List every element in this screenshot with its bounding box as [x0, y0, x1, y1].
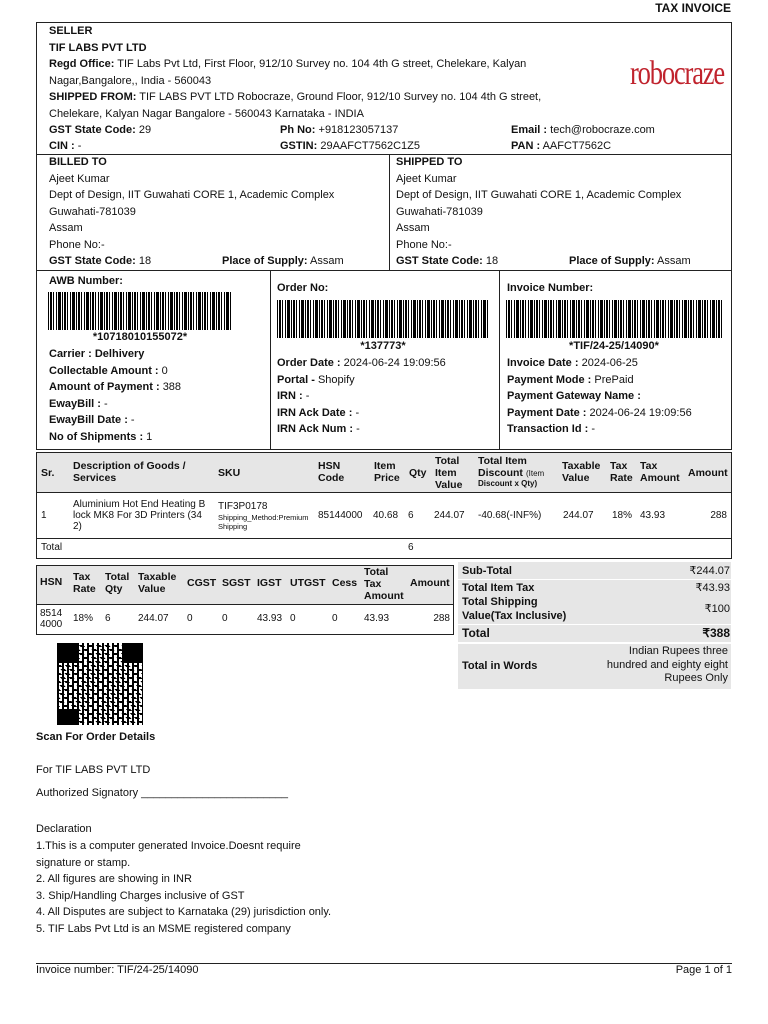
tax-col-qty: Total Qty	[105, 571, 130, 595]
billed-to-block	[49, 154, 334, 253]
gstin-value: 29AAFCT7562C1Z5	[320, 140, 421, 152]
awb-label: AWB Number:	[49, 275, 123, 287]
row-sku: TIF3P0178	[218, 501, 268, 512]
order-barcode	[277, 300, 489, 338]
regd-office-line2: Nagar,Bangalore,, India - 560043	[49, 74, 212, 87]
payment-mode-label: Payment Mode :	[507, 373, 592, 386]
shipped-to-block	[396, 154, 681, 253]
words-line-2: hundred and eighty eight	[606, 658, 728, 671]
collectable-value: 0	[161, 364, 168, 377]
tax-col-cgst: CGST	[187, 577, 217, 589]
divider	[36, 604, 454, 605]
divider	[36, 270, 732, 271]
tax-col-taxable: Taxable Value	[138, 571, 177, 595]
row-hsn: 85144000	[318, 510, 363, 521]
declaration-title: Declaration	[36, 823, 92, 835]
col-sr: Sr.	[41, 467, 55, 479]
ewaybill-date-value: -	[130, 414, 135, 426]
invoice-barcode	[506, 300, 722, 338]
shipped-from-line2: Chelekare, Kalyan Nagar Bangalore - 560043 Karnataka - INDIA	[49, 107, 364, 120]
shipped-gst-value: 18	[485, 255, 499, 267]
row-tax-amount: 43.93	[640, 510, 666, 521]
items-total-label: Total	[41, 542, 63, 553]
billed-to-address: Dept of Design, IIT Guwahati CORE 1, Academic Complex	[49, 189, 335, 201]
shipped-to-phone: Phone No:-	[396, 238, 452, 251]
grand-total-label: Total	[462, 626, 490, 640]
irn-ack-date-label: IRN Ack Date :	[277, 406, 353, 419]
tax-col-hsn: HSN	[40, 576, 63, 588]
divider	[270, 270, 271, 450]
billed-pos-value: Assam	[310, 255, 344, 267]
tax-row-amount: 288	[433, 613, 450, 624]
row-price: 40.68	[373, 510, 399, 521]
billed-to-heading: BILLED TO	[49, 156, 107, 168]
col-amount: Amount	[688, 467, 728, 479]
tax-col-amount: Amount	[410, 577, 450, 589]
regd-office-label: Regd Office:	[49, 58, 115, 70]
tax-row-taxable: 244.07	[138, 613, 169, 624]
awb-barcode	[48, 292, 232, 330]
col-price: Item Price	[374, 460, 400, 484]
tax-col-utgst: UTGST	[290, 577, 326, 589]
order-qr-code	[57, 643, 143, 725]
carrier-label: Carrier :	[49, 348, 92, 360]
regd-office-line1: TIF Labs Pvt Ltd, First Floor, 912/10 Survey no. 104 4th G street, Chelekare, Kalyan	[117, 58, 527, 70]
ewaybill-value: -	[104, 397, 108, 410]
seller-gst-label: GST State Code:	[49, 124, 136, 136]
seller-heading: SELLER	[49, 25, 93, 37]
tax-col-igst: IGST	[257, 577, 282, 589]
tax-row-hsn: 8514 4000	[40, 608, 63, 630]
shipped-to-name: Ajeet Kumar	[396, 172, 457, 185]
tax-col-total-tax: Total Tax Amount	[364, 566, 404, 602]
declaration-item: 4. All Disputes are subject to Karnataka (29) jurisdiction only.	[36, 906, 332, 918]
awb-value: *10718010155072*	[92, 331, 188, 343]
billed-to-city: Guwahati-781039	[49, 205, 136, 218]
shipments-label: No of Shipments :	[49, 430, 144, 443]
shipping-label-2: Value(Tax Inclusive)	[462, 610, 567, 622]
tax-row-cess: 0	[332, 613, 338, 624]
page-title: TAX INVOICE	[655, 1, 731, 15]
shipping-value: ₹100	[704, 603, 730, 615]
row-discount: -40.68(-INF%)	[478, 510, 542, 521]
gateway-label: Payment Gateway Name :	[507, 390, 641, 402]
billed-gst-label: GST State Code:	[49, 255, 136, 267]
col-taxable: Taxable Value	[562, 460, 601, 484]
row-sr: 1	[41, 510, 47, 521]
declaration-item: signature or stamp.	[36, 856, 131, 869]
item-tax-label: Total Item Tax	[462, 582, 535, 594]
total-in-words	[580, 645, 728, 686]
phone-value: +918123057137	[318, 124, 399, 136]
ewaybill-date-label: EwayBill Date :	[49, 414, 128, 426]
pan-value: AAFCT7562C	[542, 140, 612, 152]
tax-row-igst: 43.93	[257, 613, 283, 624]
transaction-label: Transaction Id :	[507, 423, 589, 435]
declaration-list	[36, 838, 331, 937]
tax-row-total-tax: 43.93	[364, 613, 390, 624]
order-date-label: Order Date :	[277, 357, 341, 369]
pan-label: PAN :	[511, 140, 541, 152]
transaction-value: -	[591, 423, 596, 435]
divider	[389, 154, 390, 270]
payment-amount-label: Amount of Payment :	[49, 381, 160, 393]
invoice-value: *TIF/24-25/14090*	[569, 340, 659, 352]
row-total-item-value: 244.07	[434, 510, 465, 521]
invoice-details	[507, 355, 692, 438]
gstin-label: GSTIN:	[280, 140, 318, 152]
billed-to-name: Ajeet Kumar	[49, 172, 110, 185]
email-label: Email :	[511, 124, 548, 136]
page-number: Page 1 of 1	[675, 964, 732, 976]
email-value: tech@robocraze.com	[550, 124, 655, 136]
col-description: Description of Goods / Services	[73, 460, 186, 484]
footer-invoice-number: Invoice number: TIF/24-25/14090	[36, 964, 199, 976]
seller-block	[49, 23, 541, 122]
irn-ack-date-value: -	[355, 406, 360, 419]
for-company: For TIF LABS PVT LTD	[36, 764, 151, 776]
divider	[458, 642, 731, 644]
declaration-item: 2. All figures are showing in INR	[36, 873, 192, 885]
billed-pos-label: Place of Supply:	[222, 255, 308, 267]
tax-row-sgst: 0	[222, 613, 228, 624]
shipment-details	[49, 346, 181, 445]
payment-date-label: Payment Date :	[507, 406, 587, 419]
col-discount-sub-b: Discount x Qty)	[478, 479, 538, 488]
words-label: Total in Words	[462, 660, 538, 672]
row-tax-rate: 18%	[612, 510, 633, 521]
order-details	[277, 355, 446, 438]
declaration-item: 3. Ship/Handling Charges inclusive of GST	[36, 889, 245, 902]
invoice-date-value: 2024-06-25	[581, 357, 638, 369]
irn-ack-num-value: -	[356, 423, 360, 435]
cin-label: CIN :	[49, 140, 75, 152]
scan-label: Scan For Order Details	[36, 731, 156, 743]
shipping-label-1: Total Shipping	[462, 596, 538, 608]
items-total-qty: 6	[408, 542, 414, 553]
billed-to-phone: Phone No:-	[49, 238, 105, 251]
col-total-item-value: Total Item Value	[435, 455, 463, 491]
tax-col-rate: Tax Rate	[73, 571, 96, 595]
grand-total-value: ₹388	[702, 626, 730, 640]
portal-value: Shopify	[317, 373, 355, 386]
collectable-label: Collectable Amount :	[49, 364, 159, 377]
cin-value: -	[77, 140, 82, 152]
row-qty: 6	[408, 510, 414, 521]
shipped-from-label: SHIPPED FROM:	[49, 91, 137, 103]
order-date-value: 2024-06-24 19:09:56	[343, 357, 446, 369]
irn-value: -	[305, 390, 310, 402]
col-discount	[478, 455, 558, 488]
col-qty: Qty	[409, 467, 427, 479]
tax-col-sgst: SGST	[222, 577, 251, 589]
col-discount-title: Total Item Discount	[478, 455, 527, 479]
divider	[36, 538, 732, 539]
item-tax-value: ₹43.93	[695, 582, 730, 594]
payment-mode-value: PrePaid	[594, 373, 634, 386]
tax-row-qty: 6	[105, 613, 111, 624]
tax-col-cess: Cess	[332, 577, 358, 589]
words-line-3: Rupees Only	[664, 672, 728, 684]
row-taxable: 244.07	[563, 510, 594, 521]
shipped-from-line1: TIF LABS PVT LTD Robocraze, Ground Floor, 912/10 Survey no. 104 4th G street,	[139, 91, 542, 103]
shipped-to-state: Assam	[396, 222, 430, 234]
shipping-label	[462, 595, 566, 623]
billed-to-state: Assam	[49, 222, 83, 234]
tax-row-rate: 18%	[73, 613, 94, 624]
shipped-pos-label: Place of Supply:	[569, 255, 655, 267]
order-label: Order No:	[277, 282, 329, 294]
portal-label: Portal -	[277, 373, 315, 386]
seller-company: TIF LABS PVT LTD	[49, 41, 147, 54]
tax-row-utgst: 0	[290, 613, 296, 624]
billed-gst-value: 18	[138, 255, 152, 267]
phone-label: Ph No:	[280, 124, 316, 136]
shipments-value: 1	[146, 430, 153, 443]
irn-label: IRN :	[277, 390, 303, 402]
col-hsn: HSN Code	[318, 460, 345, 484]
irn-ack-num-label: IRN Ack Num :	[277, 423, 353, 435]
ewaybill-label: EwayBill :	[49, 397, 101, 410]
invoice-label: Invoice Number:	[507, 282, 594, 294]
authorized-signatory: Authorized Signatory ________________________	[36, 787, 288, 799]
declaration-item: 1.This is a computer generated Invoice.Doesnt require	[36, 840, 301, 852]
invoice-date-label: Invoice Date :	[507, 357, 579, 369]
divider	[36, 492, 732, 493]
subtotal-value: ₹244.07	[689, 565, 730, 577]
row-sku-note: Shipping_Method:Premium Shipping	[218, 513, 309, 531]
col-discount-sub-a: (Item	[525, 469, 545, 478]
order-value: *137773*	[360, 340, 406, 352]
tax-row-cgst: 0	[187, 613, 193, 624]
declaration-item: 5. TIF Labs Pvt Ltd is an MSME registered company	[36, 922, 291, 935]
col-sku: SKU	[218, 467, 241, 479]
subtotal-label: Sub-Total	[462, 565, 512, 577]
robocraze-logo: robocraze	[630, 55, 725, 92]
payment-date-value: 2024-06-24 19:09:56	[589, 406, 692, 419]
seller-gst-value: 29	[138, 124, 152, 136]
col-tax-rate: Tax Rate	[610, 460, 633, 484]
col-tax-amount: Tax Amount	[640, 460, 680, 484]
shipped-gst-label: GST State Code:	[396, 255, 483, 267]
carrier-value: Delhivery	[94, 348, 145, 360]
payment-amount-value: 388	[162, 381, 182, 393]
shipped-to-address: Dept of Design, IIT Guwahati CORE 1, Academic Complex	[396, 189, 682, 201]
row-description: Aluminium Hot End Heating B lock MK8 For 3D Printers (34 2)	[73, 499, 206, 532]
shipped-to-city: Guwahati-781039	[396, 205, 483, 218]
shipped-pos-value: Assam	[657, 255, 691, 267]
shipped-to-heading: SHIPPED TO	[396, 156, 463, 168]
words-line-1: Indian Rupees three	[628, 645, 728, 657]
divider	[499, 270, 500, 450]
row-amount: 288	[710, 510, 727, 521]
